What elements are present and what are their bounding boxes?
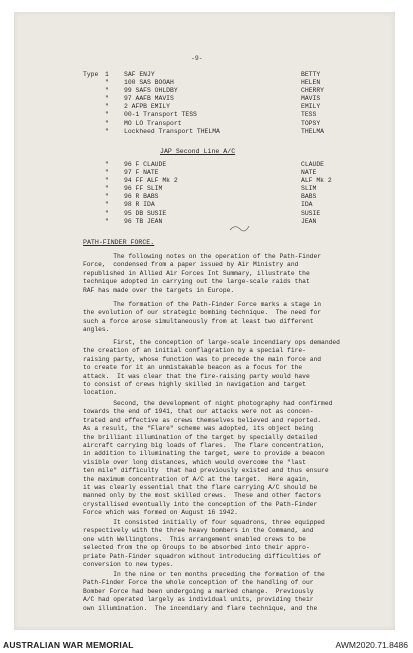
code-name-cell: BABS: [301, 193, 317, 201]
mark-cell: ": [105, 169, 109, 177]
aircraft-name-cell: 96 R BABS: [124, 193, 159, 201]
type-cell: [83, 79, 105, 87]
code-name-cell: HELEN: [301, 79, 321, 87]
aircraft-name-cell: 94 FF ALF Mk 2: [124, 177, 178, 185]
mark-cell: ": [105, 79, 109, 87]
type-cell: [83, 111, 105, 119]
aircraft_list-row: [83, 128, 345, 136]
code-name-cell: JEAN: [301, 217, 317, 225]
mark-cell: ": [105, 209, 109, 217]
paragraph-1: The following notes on the operation of the Path-Finder Force, condensed from a paper issued by Air Ministry and republished in Allied Air Forces Int Summary, illustrate the technique adopted in carrying out the large-scale raids that RAF has made over the targets in Europe.: [83, 253, 322, 294]
second_line_list-row: [83, 218, 345, 226]
type-cell: [83, 95, 105, 103]
mark-cell: ": [105, 119, 109, 127]
second_line_list-row: [83, 177, 345, 185]
second_line_list-row: [83, 161, 345, 169]
aircraft-name-cell: MO LO Transport: [124, 119, 182, 127]
mark-cell: 1: [105, 71, 109, 78]
aircraft_list-row: [83, 71, 345, 79]
aircraft-name-cell: 96 F CLAUDE: [124, 161, 167, 168]
section-heading-text: JAP Second Line A/C: [160, 148, 236, 155]
second_line_list-row: [83, 210, 345, 218]
mark-cell: ": [105, 161, 109, 168]
pathfinder-heading: [83, 239, 154, 246]
type-cell: [83, 103, 105, 111]
aircraft-name-cell: 99 SAFS OHLDBY: [124, 87, 178, 95]
paragraph-3: First, the conception of large-scale incendiary ops demanded the creation of an initial conflagration by a special fire- raising party, whose function was to precede the main force and to create for it an unmistakable beacon as a focus for the attack. It was clear that the fire-raising party would have to consist of crews highly skilled in navigation and target location.: [83, 339, 340, 397]
type-cell: [83, 185, 105, 193]
footer-institution: AUSTRALIAN WAR MEMORIAL: [3, 640, 134, 650]
code-name-cell: SUSIE: [301, 209, 321, 217]
aircraft-name-cell: 95 DB SUSIE: [124, 209, 167, 217]
code-name-cell: CHERRY: [301, 87, 325, 95]
mark-cell: ": [105, 201, 109, 209]
section-heading: [160, 148, 235, 155]
footer-bar: [0, 639, 413, 653]
footer-accession-number: AWM2020.71.8486: [335, 640, 408, 650]
paragraph-5: It consisted initially of four squadrons, three equipped respectively with the three heavy bombers in the Command, and one with Wellingtons. This arrangement enabled crews to be selected from the op Groups to be absorbed into their appro- priate Path-Finder squadron without introducing difficulties of conversion to new types.: [83, 519, 325, 569]
aircraft-name-cell: 2 AFPB EMILY: [124, 103, 171, 111]
code-name-cell: TESS: [301, 111, 317, 119]
mark-cell: ": [105, 103, 109, 111]
aircraft_list-row: [83, 120, 345, 128]
type-cell: Type: [83, 71, 99, 78]
second_line_list-row: [83, 201, 345, 209]
mark-cell: ": [105, 217, 109, 225]
code-name-cell: SLIM: [301, 185, 317, 193]
code-name-cell: NATE: [301, 169, 317, 177]
type-cell: [83, 120, 105, 128]
aircraft-name-cell: 97 AAFB MAVIS: [124, 95, 174, 103]
code-name-cell: CLAUDE: [301, 161, 325, 168]
mark-cell: ": [105, 111, 109, 119]
page-number: -9-: [191, 55, 203, 62]
code-name-cell: THELMA: [301, 127, 325, 135]
type-cell: [83, 218, 105, 226]
code-name-cell: TOPSY: [301, 119, 321, 127]
aircraft-name-cell: Lockheed Transport THELMA: [124, 127, 220, 135]
mark-cell: ": [105, 95, 109, 103]
type-cell: [83, 128, 105, 136]
type-cell: [83, 161, 105, 169]
aircraft_list-row: [83, 79, 345, 87]
code-name-cell: IDA: [301, 201, 313, 209]
aircraft-name-cell: 96 FF SLIM: [124, 185, 163, 193]
aircraft_list-row: [83, 95, 345, 103]
aircraft-name-cell: 100 SAS BOOAH: [124, 79, 174, 87]
aircraft_list-row: [83, 103, 345, 111]
paragraph-6: In the nine or ten months preceding the formation of the Path-Finder Force the whole conception of the handling of our Bomber Force had been undergoing a marked change. Previously A/C had operated largely as individual units, providing their own illumination. The incendiary and flare technique, and the: [83, 571, 325, 612]
code-name-cell: ALF Mk 2: [301, 177, 332, 185]
type-cell: [83, 177, 105, 185]
pathfinder-heading-text: PATH-FINDER FORCE.: [83, 239, 155, 246]
aircraft_list-row: [83, 87, 345, 95]
mark-cell: ": [105, 87, 109, 95]
code-name-cell: EMILY: [301, 103, 321, 111]
aircraft-type-table: [83, 71, 345, 136]
type-cell: [83, 169, 105, 177]
second_line_list-row: [83, 185, 345, 193]
second_line_list-row: [83, 193, 345, 201]
paragraph-2: The formation of the Path-Finder Force marks a stage in the evolution of our strategic bombing technique. The need for such a force arose simultaneously from at least two different angles.: [83, 301, 322, 334]
aircraft-name-cell: 00-1 Transport TESS: [124, 111, 197, 119]
mark-cell: ": [105, 127, 109, 135]
type-cell: [83, 193, 105, 201]
second-line-table: [83, 161, 345, 226]
mark-cell: ": [105, 193, 109, 201]
second_line_list-row: [83, 169, 345, 177]
type-cell: [83, 201, 105, 209]
pencil-mark: [228, 221, 250, 235]
paragraph-4: Second, the development of night photography had confirmed towards the end of 1941, that our attacks were not as concen- trated and effective as crews themselves believed and reported. As a result, the "Flare" scheme was adopted, its object being the brilliant illumination of the target by specially detailed aircraft carrying big loads of flares. The flare concentration, in addition to illuminating the target, were to provide a beacon visible over long distances, which would overcome the "last ten mile" difficulty that had previously existed and thus ensure the maximum concentration of A/C at the target. Here again, it was clearly essential that the flare carrying A/C should be manned only by the most skilled crews. These and other factors crystallised eventually into the conception of the Path-Finder Force which was formed on August 16 1942.: [83, 400, 333, 517]
aircraft-name-cell: 98 R IDA: [124, 201, 155, 209]
aircraft_list-row: [83, 111, 345, 119]
aircraft-name-cell: SAF ENJY: [124, 71, 155, 78]
code-name-cell: BETTY: [301, 71, 321, 78]
mark-cell: ": [105, 185, 109, 193]
code-name-cell: MAVIS: [301, 95, 321, 103]
type-cell: [83, 210, 105, 218]
mark-cell: ": [105, 177, 109, 185]
type-cell: [83, 87, 105, 95]
aircraft-name-cell: 97 F NATE: [124, 169, 159, 177]
aircraft-name-cell: 96 TB JEAN: [124, 217, 163, 225]
